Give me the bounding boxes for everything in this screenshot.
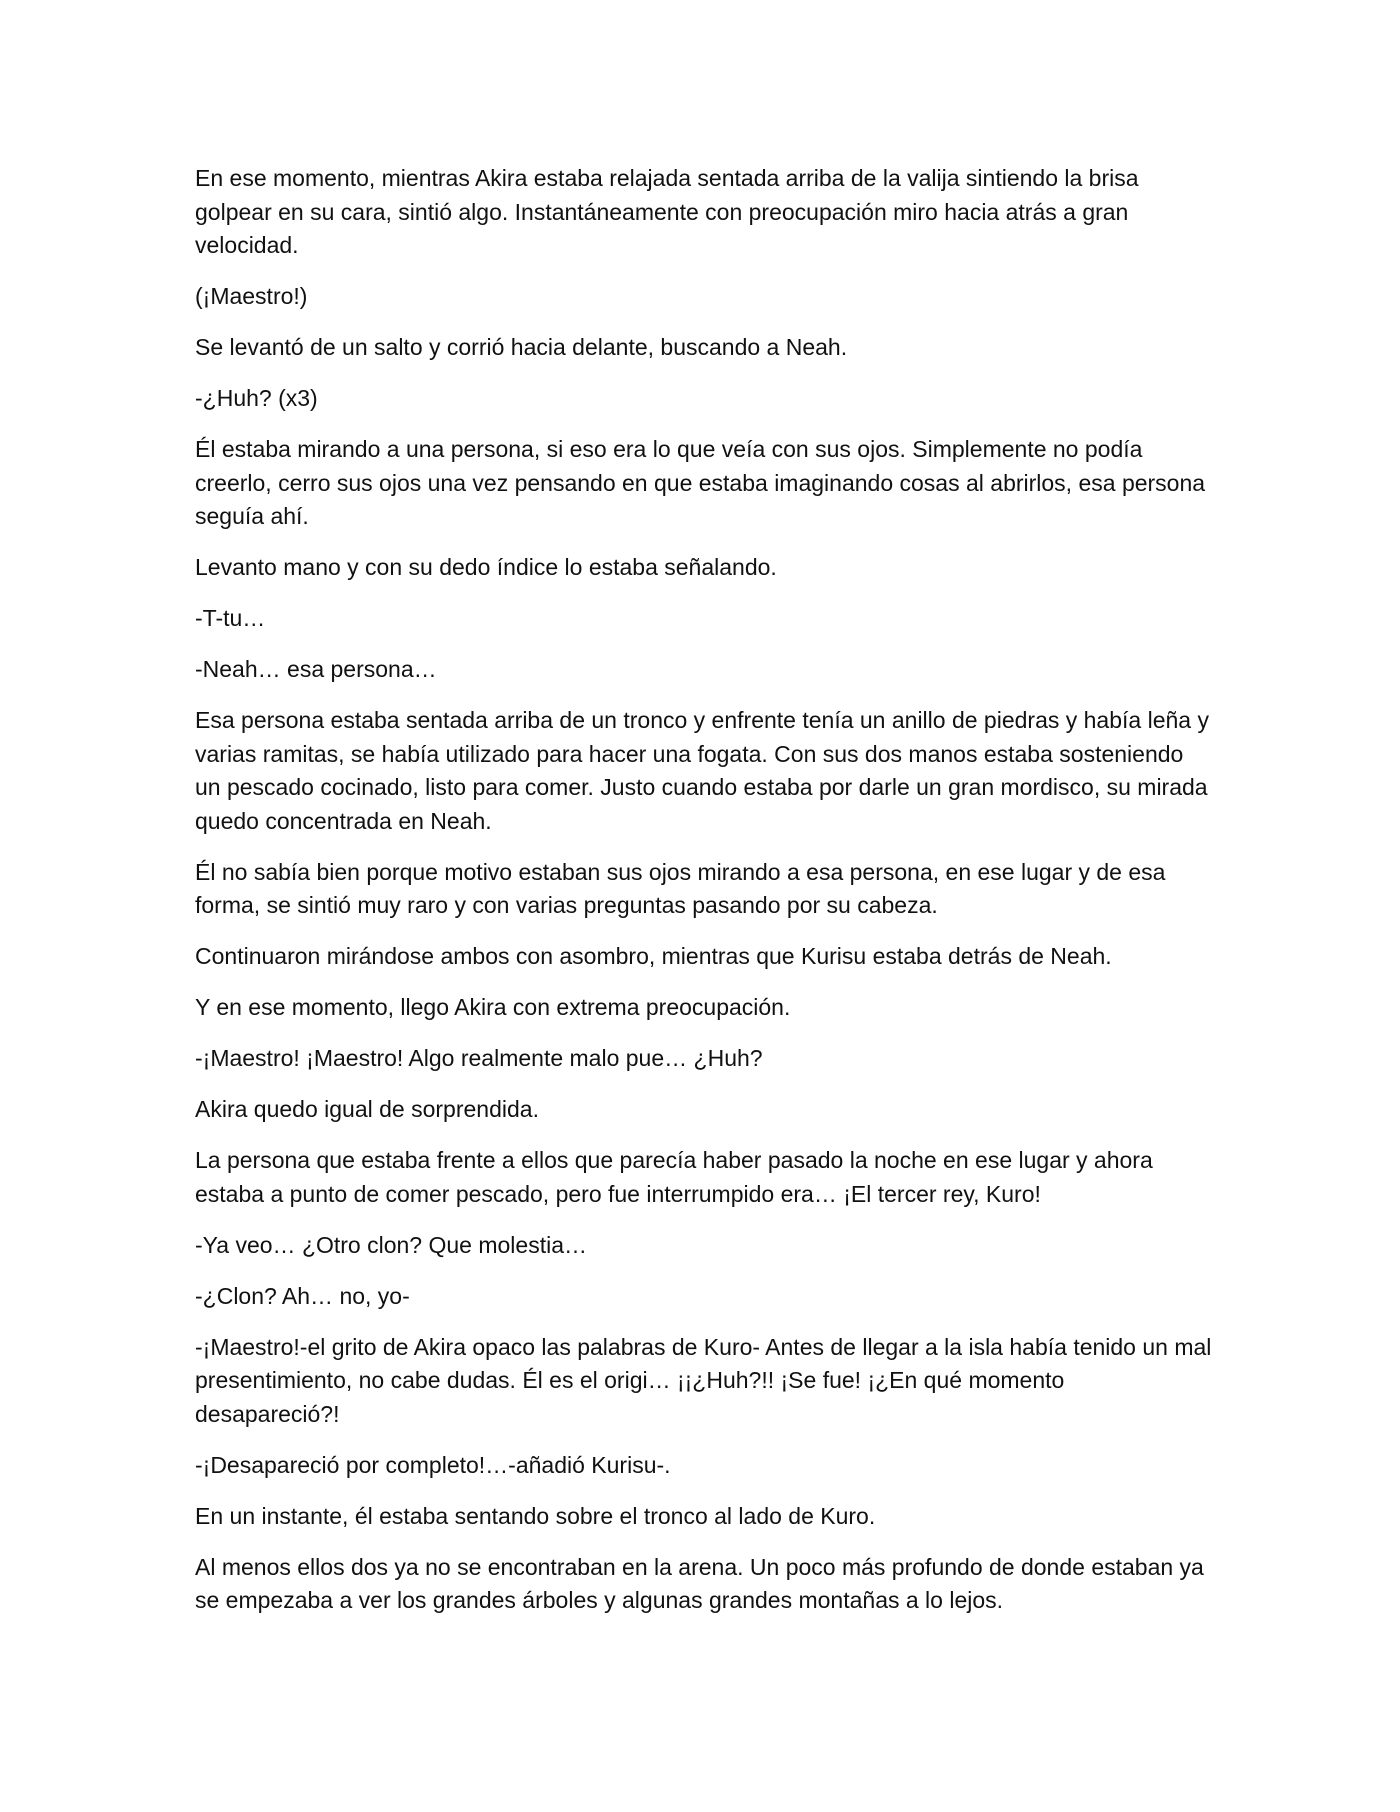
paragraph: En un instante, él estaba sentando sobre el tronco al lado de Kuro. <box>195 1502 876 1529</box>
paragraph: Esa persona estaba sentada arriba de un tronco y enfrente tenía un anillo de piedras y había leña y varias ramitas, se había utilizado para hacer una fogata. Con sus dos manos estaba sosteniendo un pescado cocinado, listo para comer. Justo cuando estaba por darle un gran mordisco, su mirada quedo concentrada en Neah. <box>195 707 1209 834</box>
paragraph: Él estaba mirando a una persona, si eso era lo que veía con sus ojos. Simplemente no podía creerlo, cerro sus ojos una vez pensando en que estaba imaginando cosas al abrirlos, esa persona seguía ahí. <box>195 436 1206 529</box>
paragraph: Y en ese momento, llego Akira con extrema preocupación. <box>195 994 791 1020</box>
document-body <box>195 162 1215 1635</box>
paragraph: Él no sabía bien porque motivo estaban sus ojos mirando a esa persona, en ese lugar y de esa forma, se sintió muy raro y con varias preguntas pasando por su cabeza. <box>195 858 1166 918</box>
paragraph: Levanto mano y con su dedo índice lo estaba señalando. <box>195 554 777 580</box>
paragraph: Al menos ellos dos ya no se encontraban en la arena. Un poco más profundo de donde estaban ya se empezaba a ver los grandes árboles y algunas grandes montañas a lo lejos. <box>195 1553 1204 1613</box>
paragraph: (¡Maestro!) <box>195 283 308 309</box>
paragraph: Akira quedo igual de sorprendida. <box>195 1096 539 1122</box>
paragraph: Continuaron mirándose ambos con asombro, mientras que Kurisu estaba detrás de Neah. <box>195 943 1112 969</box>
paragraph: -¡Maestro! ¡Maestro! Algo realmente malo pue… ¿Huh? <box>195 1045 763 1071</box>
paragraph: La persona que estaba frente a ellos que parecía haber pasado la noche en ese lugar y ahora estaba a punto de comer pescado, pero fue interrumpido era… ¡El tercer rey, Kuro! <box>195 1147 1153 1207</box>
paragraph: En ese momento, mientras Akira estaba relajada sentada arriba de la valija sintiendo la brisa golpear en su cara, sintió algo. Instantáneamente con preocupación miro hacia atrás a gran velocidad. <box>195 165 1139 258</box>
paragraph: -T-tu… <box>195 605 266 631</box>
paragraph: -¿Clon? Ah… no, yo- <box>195 1282 410 1309</box>
paragraph: -¿Huh? (x3) <box>195 385 318 411</box>
paragraph: -¡Desapareció por completo!…-añadió Kurisu-. <box>195 1451 671 1478</box>
paragraph: -Ya veo… ¿Otro clon? Que molestia… <box>195 1231 587 1258</box>
paragraph: -¡Maestro!-el grito de Akira opaco las palabras de Kuro- Antes de llegar a la isla había tenido un mal presentimiento, no cabe dudas. Él es el origi… ¡¡¿Huh?!! ¡Se fue! ¡¿En qué momento desapareció?! <box>195 1333 1212 1427</box>
paragraph: Se levantó de un salto y corrió hacia delante, buscando a Neah. <box>195 334 848 360</box>
paragraph: -Neah… esa persona… <box>195 656 437 682</box>
